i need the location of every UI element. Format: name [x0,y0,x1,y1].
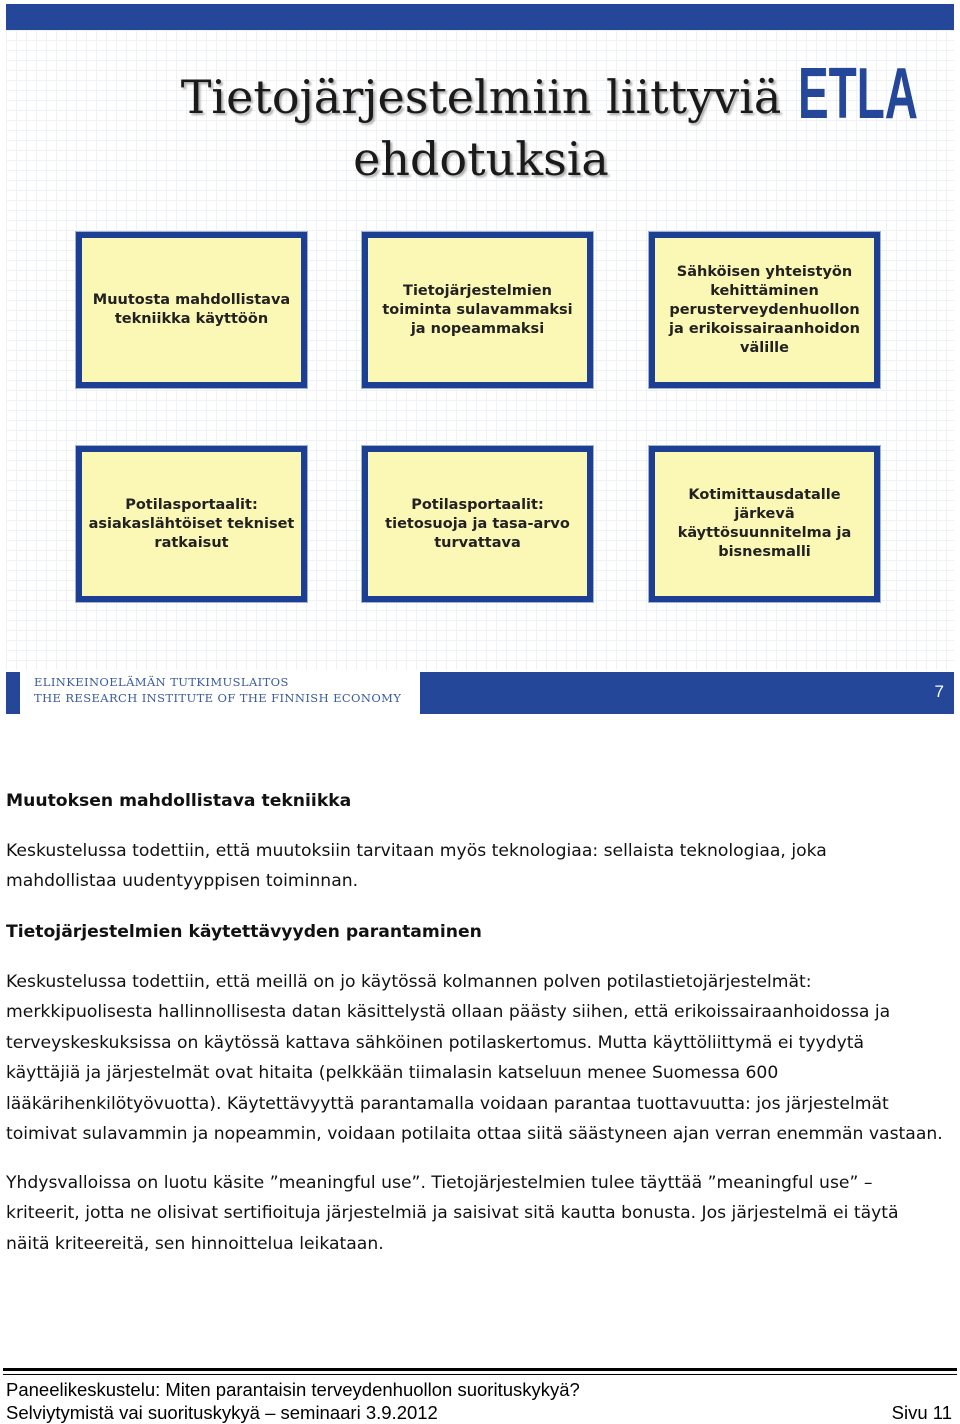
paragraph-line: Yhdysvalloissa on luotu käsite ”meaningful use”. Tietojärjestelmien tulee täyttää ”meaningful use” – [6,1173,873,1193]
paragraph-line: mahdollistaa uudentyyppisen toiminnan. [6,871,359,892]
proposal-box-3 [649,232,880,388]
paragraph-line: näitä kriteereitä, sen hinnoittelua leikataan. [6,1233,384,1254]
proposal-box-6-text: Kotimittausdatalle järkevä käyttösuunnitelma ja bisnesmalli [677,487,852,560]
paragraph-line: Keskustelussa todettiin, että muutoksiin tarvitaan myös teknologiaa: sellaista teknologiaa, joka [6,841,827,861]
proposal-box-2 [362,232,593,388]
etla-logo [798,60,920,122]
footer-rule-thin [3,1374,957,1375]
proposal-box-1-text: Muutosta mahdollistava tekniikka käyttöön [92,292,291,327]
paragraph-line: lääkärihenkilötyövuotta). Käytettävyyttä parantamalla voidaan parantaa tuottavuutta: jos järjestelmät [6,1093,889,1114]
proposal-box-6 [649,446,880,602]
footer-line-2: Selviytymistä vai suorituskykyä – seminaari 3.9.2012 [6,1402,438,1423]
paragraph-line: terveyskeskuksissa on käytössä kattava sähköinen potilaskertomus. Mutta käyttöliittymä ei tyydytä [6,1032,865,1053]
etla-logo-text: ETLA [798,60,918,122]
paragraph-line: kriteerit, jotta ne olisivat sertifioituja järjestelmiä ja saisivat sitä kautta bonusta. Jos järjestelmä ei täytä [6,1203,899,1224]
slide-title-line-2: ehdotuksia [353,132,609,186]
proposal-box-5 [362,446,593,602]
proposal-box-1 [76,232,307,388]
paragraph-line: merkkipuolisesta hallinnollisesta datan käsittelystä ollaan päästy siihen, että erikoissairaanhoidossa ja [6,1002,891,1023]
footer-rule-thick [3,1368,957,1371]
paragraph-usability [6,967,943,1149]
paragraph-technology [6,836,827,897]
paragraph-line: Keskustelussa todettiin, että meillä on jo käytössä kolmannen polven potilastietojärjestelmät: [6,972,812,992]
proposal-box-3-text: Sähköisen yhteistyön kehittäminen perusterveydenhuollon ja erikoissairaanhoidon välille [669,263,860,356]
slide-footer-accent [6,672,20,714]
paragraph-meaningful-use [6,1168,899,1259]
slide-title [166,66,796,190]
proposal-box-4 [76,446,307,602]
slide-title-line-1: Tietojärjestelmiin liittyviä [180,70,782,124]
slide-top-bar [6,4,954,30]
paragraph-line: käyttäjiä ja järjestelmät ovat hitaita (pelkkään tiimalasin katseluun menee Suomessa 600 [6,1063,779,1084]
footer-page-number: Sivu 11 [891,1402,952,1423]
proposal-box-4-text: Potilasportaalit: asiakaslähtöiset tekniset ratkaisut [88,496,295,551]
paragraph-line: toimivat sulavammin ja nopeammin, voidaan potilaita ottaa siitä säästyneen ajan verran enemmän vastaan. [6,1124,943,1145]
slide-page-number: 7 [934,682,944,701]
slide-footer-bar [420,672,954,714]
section-heading-usability: Tietojärjestelmien käytettävyyden parantaminen [6,922,482,942]
slide-image [6,4,954,716]
institute-name-en: THE RESEARCH INSTITUTE OF THE FINNISH ECONOMY [34,691,402,705]
proposal-box-5-text: Potilasportaalit: tietosuoja ja tasa-arvo turvattava [385,496,570,551]
footer-line-1: Paneelikeskustelu: Miten parantaisin terveydenhuollon suorituskykyä? [6,1379,580,1400]
section-heading-technology: Muutoksen mahdollistava tekniikka [6,791,352,811]
institute-name-fi: ELINKEINOELÄMÄN TUTKIMUSLAITOS [34,675,289,689]
proposal-box-2-text: Tietojärjestelmien toiminta sulavammaksi ja nopeammaksi [382,282,573,337]
